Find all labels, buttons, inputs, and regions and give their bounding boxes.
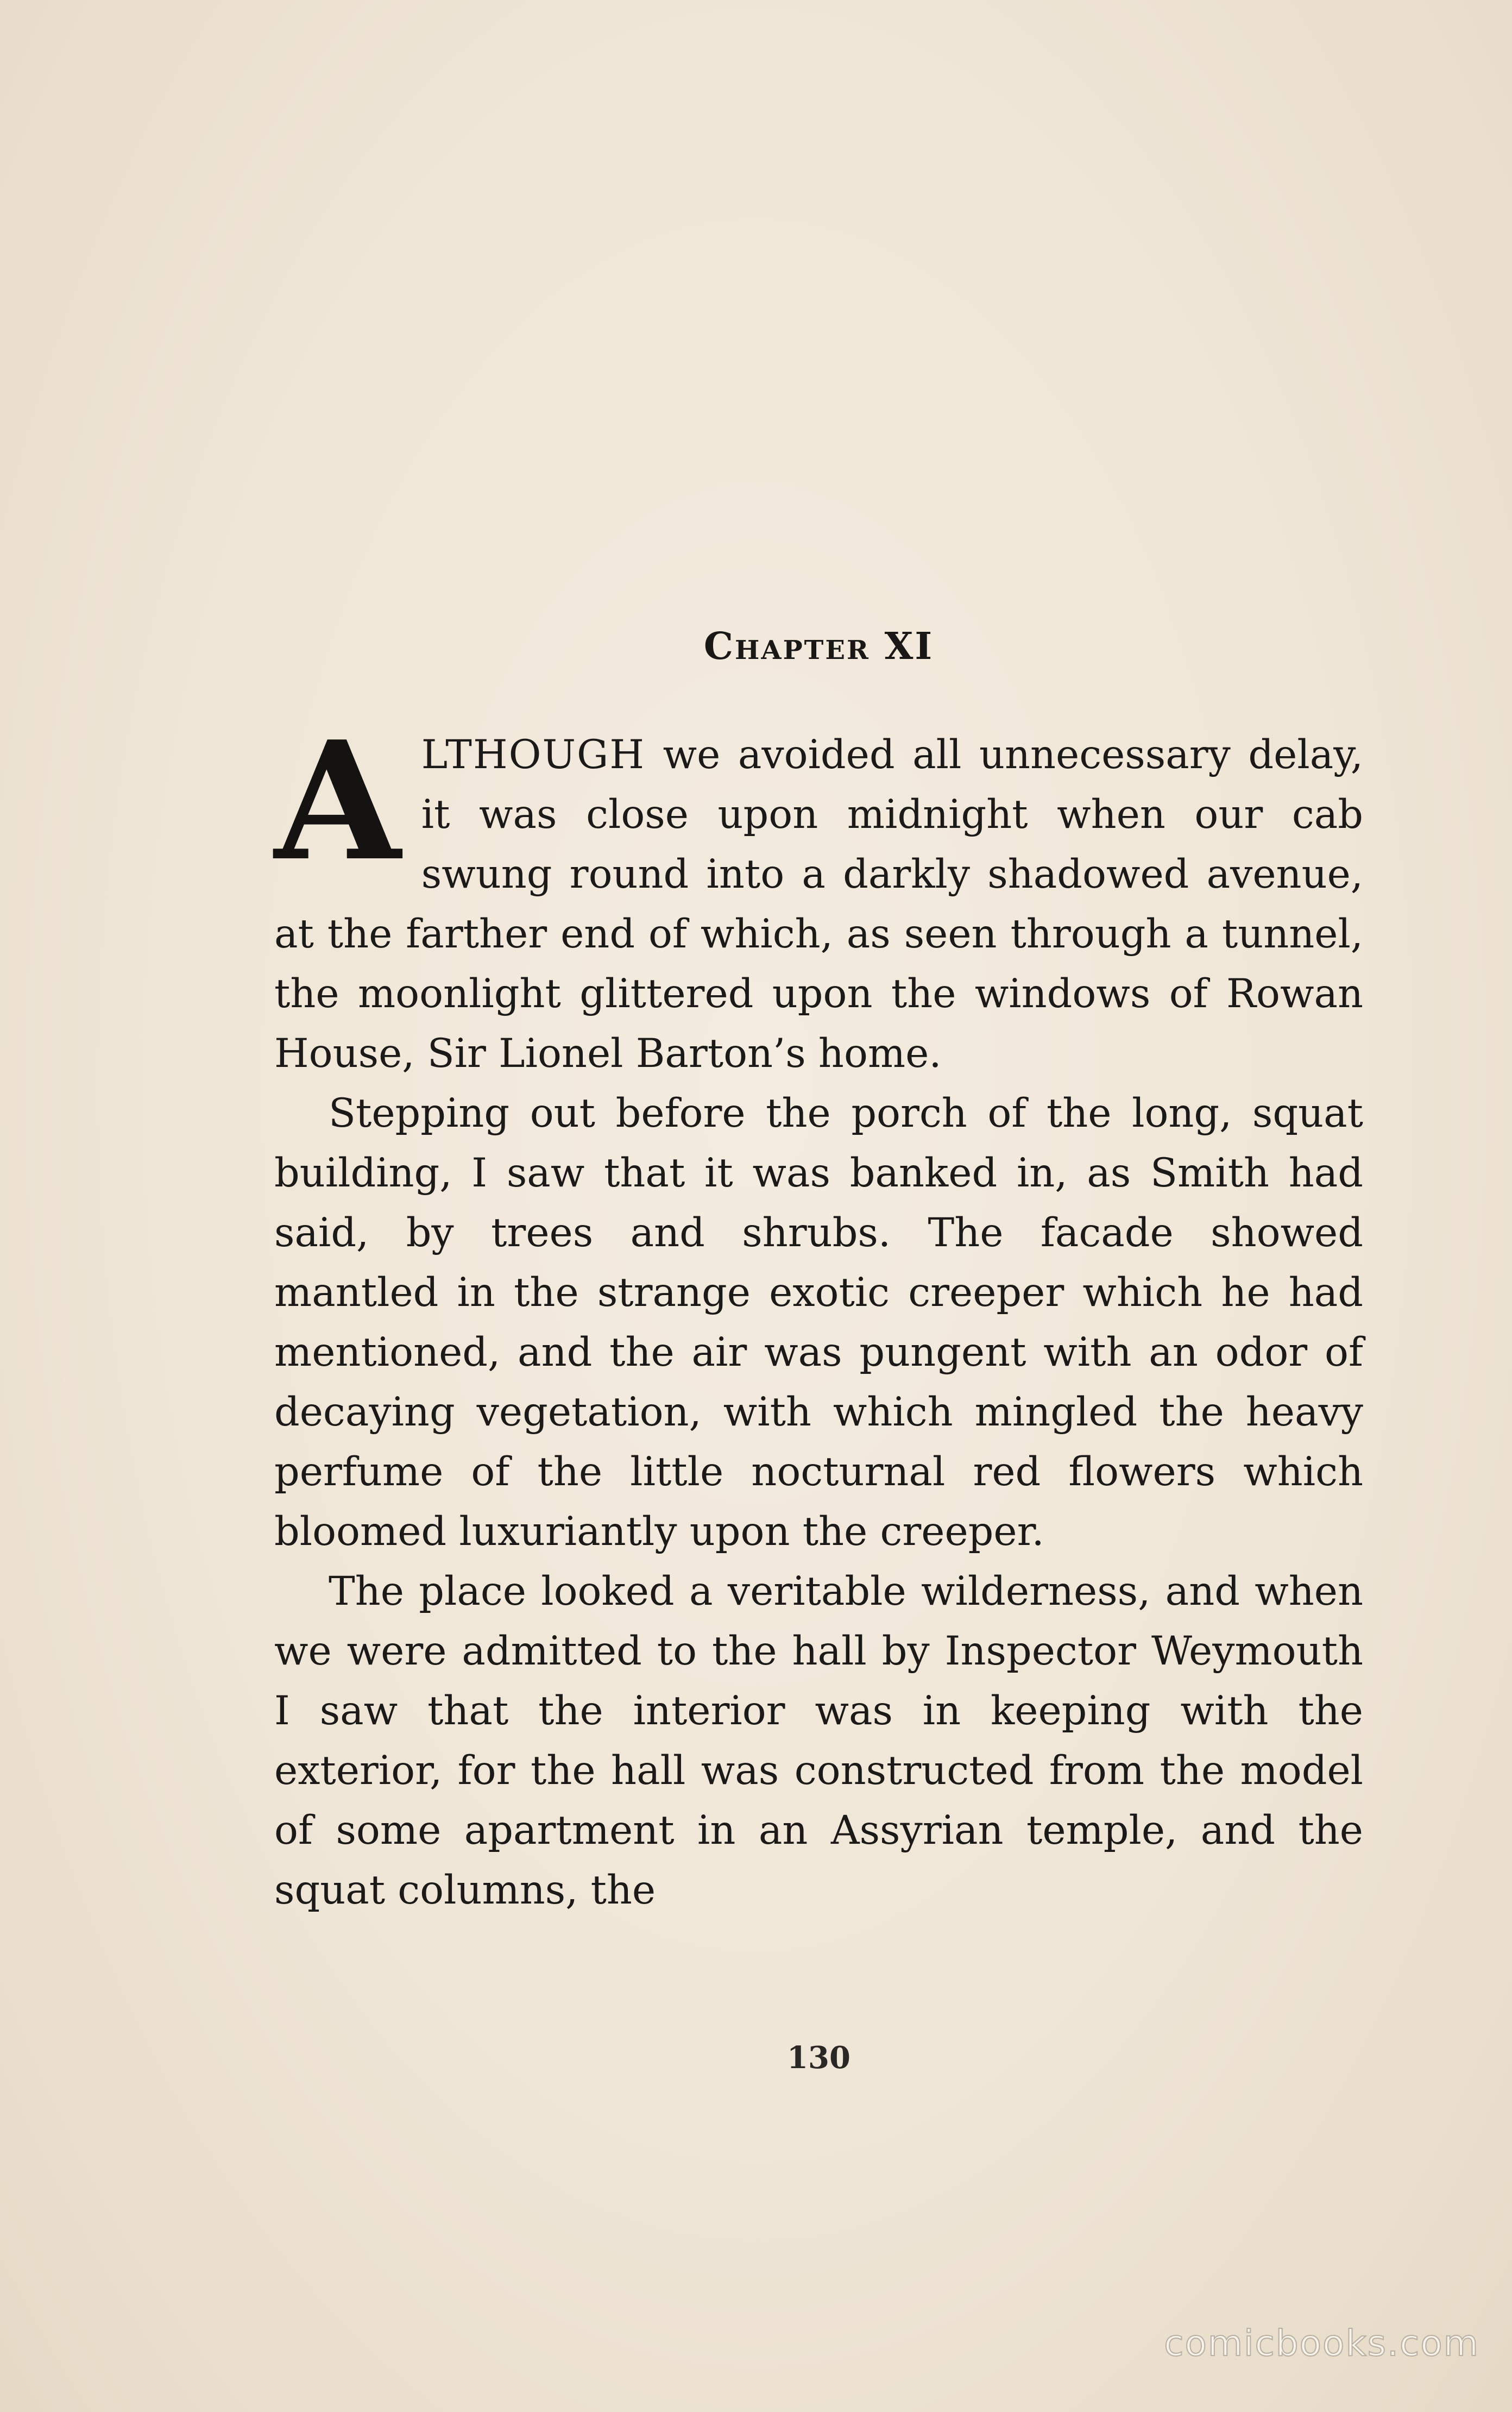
chapter-heading-word: hapter [734,625,870,668]
body-text [274,705,1363,1920]
lead-capitals: LTHOUGH [421,732,645,778]
drop-cap: A [274,705,401,897]
chapter-number: XI [884,625,934,668]
paragraph-2: Stepping out before the porch of the long, squat building, I saw that it was banked in, as Smith had said, by trees and shrubs. The facade showed mantled in the strange exotic creeper which he had mentioned, and the air was pungent with an odor of decaying vegetation, with which mingled the heavy perfume of the little nocturnal red flowers which bloomed luxuriantly upon the creeper. [274,1090,1363,1555]
chapter-heading [274,625,1363,668]
paragraph-3: The place looked a veritable wilderness, and when we were admitted to the hall by Inspector Weymouth I saw that the interior was in keeping with the exterior, for the hall was constructed from the model of some apartment in an Assyrian temple, and the squat columns, the [274,1568,1363,1913]
chapter-heading-initial: C [703,625,735,668]
paragraph-1 [274,705,1363,1084]
page-number: 130 [787,2040,850,2076]
watermark-logo: comicbooks.com [1164,2322,1479,2364]
paragraph-1-text: we avoided all unnecessary delay, it was close upon midnight when our cab swung round into a darkly shadowed avenue, at the farther end of which, as seen through a tunnel, the moonlight glittered upon the windows of Rowan House, Sir Lionel Barton’s home. [274,732,1363,1077]
